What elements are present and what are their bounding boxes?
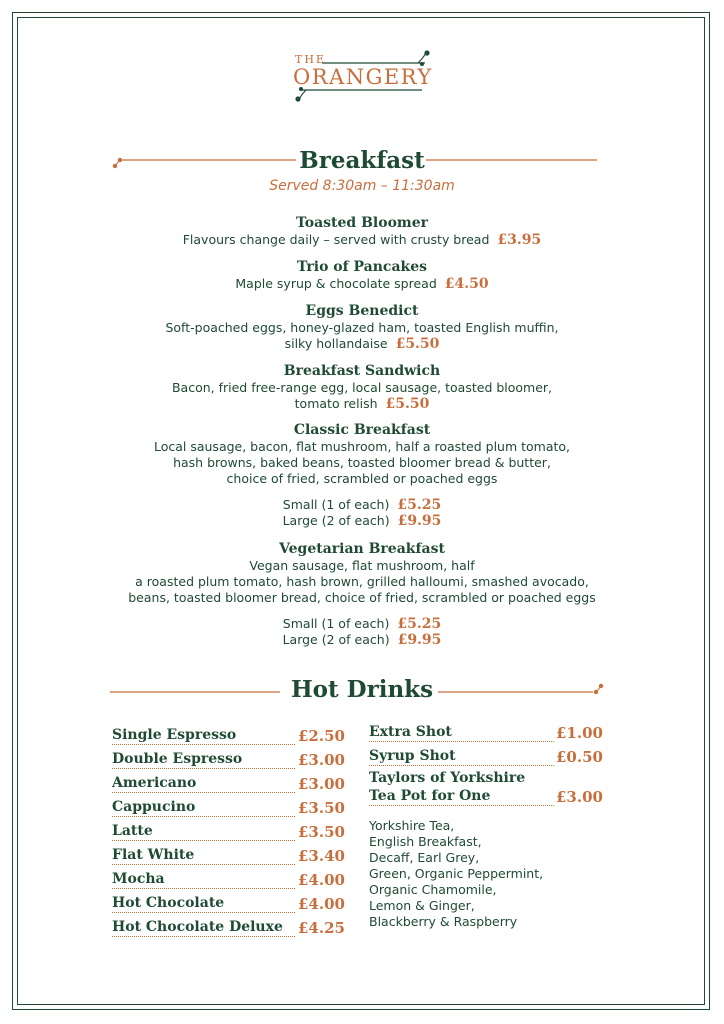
- dotted-leader: [112, 864, 295, 865]
- list-item: [112, 821, 344, 841]
- list-item: Yorkshire Tea,: [369, 818, 455, 833]
- dotted-leader: [112, 840, 295, 841]
- drink-name: Latte: [112, 823, 153, 839]
- drink-name: Hot Chocolate: [112, 895, 225, 911]
- drink-name: Flat White: [112, 847, 195, 863]
- item-desc: beans, toasted bloomer bread, choice of fried, scrambled or poached eggs: [128, 590, 596, 605]
- item-desc: Flavours change daily – served with crusty bread: [182, 232, 490, 247]
- drink-name: Double Espresso: [112, 751, 243, 767]
- option-label: Large (2 of each): [282, 513, 390, 528]
- item-desc: Local sausage, bacon, flat mushroom, half a roasted plum tomato,: [153, 439, 571, 454]
- option-price: £9.95: [397, 632, 442, 648]
- dotted-leader: [112, 816, 295, 817]
- list-item: English Breakfast,: [369, 834, 482, 849]
- dotted-leader: [112, 792, 295, 793]
- item-name: Classic Breakfast: [293, 422, 431, 438]
- option-label: Large (2 of each): [282, 632, 390, 647]
- item-desc: Bacon, fried free-range egg, local sausage, toasted bloomer,: [171, 380, 553, 395]
- list-item: [112, 893, 344, 913]
- option-label: Small (1 of each): [282, 497, 390, 512]
- list-item: [369, 746, 601, 766]
- dotted-leader: [369, 741, 554, 742]
- option-label: Small (1 of each): [282, 616, 390, 631]
- option-price: £5.25: [397, 497, 442, 513]
- drink-name: Extra Shot: [369, 724, 452, 740]
- list-item: [112, 797, 344, 817]
- drink-name: Single Espresso: [112, 727, 237, 743]
- item-desc: Soft-poached eggs, honey-glazed ham, toasted English muffin,: [165, 320, 559, 335]
- served-hours: Served 8:30am – 11:30am: [269, 178, 455, 194]
- drink-price: £0.50: [556, 748, 603, 766]
- item-desc: choice of fried, scrambled or poached eggs: [226, 471, 498, 486]
- list-item: Blackberry & Raspberry: [369, 914, 518, 929]
- option-price: £9.95: [397, 513, 442, 529]
- item-desc: silky hollandaise: [284, 336, 388, 351]
- logo-name-text: ORANGERY: [293, 65, 433, 89]
- drink-price: £3.00: [298, 775, 345, 793]
- menu-item: [0, 363, 724, 412]
- option-price: £5.25: [397, 616, 442, 632]
- list-item: [112, 845, 344, 865]
- menu-item: [0, 259, 724, 292]
- dotted-leader: [369, 765, 554, 766]
- item-price: £3.95: [497, 232, 542, 248]
- item-desc: tomato relish: [294, 396, 378, 411]
- drink-price: £4.00: [298, 895, 345, 913]
- dotted-leader: [112, 744, 295, 745]
- list-item: Lemon & Ginger,: [369, 898, 475, 913]
- list-item: Green, Organic Peppermint,: [369, 866, 544, 881]
- drink-name: Mocha: [112, 871, 165, 887]
- item-name: Breakfast Sandwich: [283, 363, 441, 379]
- drink-name: Hot Chocolate Deluxe: [112, 919, 283, 935]
- dotted-leader: [112, 888, 295, 889]
- list-item: [369, 768, 601, 806]
- item-name: Toasted Bloomer: [295, 215, 429, 231]
- dotted-leader: [112, 912, 295, 913]
- drink-price: £4.25: [298, 919, 345, 937]
- logo-the-text: THE: [295, 53, 326, 66]
- list-item: [112, 869, 344, 889]
- item-price: £4.50: [444, 276, 489, 292]
- list-item: [112, 917, 344, 937]
- drink-name: Tea Pot for One: [369, 788, 491, 804]
- tea-varieties: [369, 818, 543, 930]
- dotted-leader: [112, 936, 295, 937]
- drink-name: Americano: [112, 775, 197, 791]
- drink-price: £3.50: [298, 799, 345, 817]
- menu-item: [0, 303, 724, 352]
- item-name: Eggs Benedict: [305, 303, 419, 319]
- orangery-logo: [290, 48, 435, 106]
- list-item: Decaff, Earl Grey,: [369, 850, 480, 865]
- drink-price: £3.50: [298, 823, 345, 841]
- list-item: Organic Chamomile,: [369, 882, 497, 897]
- drink-price: £1.00: [556, 724, 603, 742]
- drink-name: Syrup Shot: [369, 748, 456, 764]
- list-item: [112, 725, 344, 745]
- list-item: [112, 749, 344, 769]
- item-desc: Vegan sausage, flat mushroom, half: [249, 558, 475, 573]
- breakfast-title: Breakfast: [299, 147, 425, 174]
- dotted-leader: [369, 805, 554, 806]
- list-item: [112, 773, 344, 793]
- item-name: Vegetarian Breakfast: [279, 541, 445, 557]
- drink-price: £2.50: [298, 727, 345, 745]
- drink-price: £3.00: [298, 751, 345, 769]
- menu-item: [0, 541, 724, 648]
- drink-name: Taylors of Yorkshire: [369, 770, 526, 786]
- item-desc: a roasted plum tomato, hash brown, grilled halloumi, smashed avocado,: [135, 574, 589, 589]
- drink-price: £4.00: [298, 871, 345, 889]
- item-price: £5.50: [385, 396, 430, 412]
- item-price: £5.50: [395, 336, 440, 352]
- dotted-leader: [112, 768, 295, 769]
- item-name: Trio of Pancakes: [296, 259, 428, 275]
- drink-price: £3.40: [298, 847, 345, 865]
- drink-price: £3.00: [556, 788, 603, 806]
- menu-item: [0, 422, 724, 529]
- item-desc: Maple syrup & chocolate spread: [235, 276, 437, 291]
- item-desc: hash browns, baked beans, toasted bloomer bread & butter,: [173, 455, 551, 470]
- hot-drinks-title: Hot Drinks: [290, 676, 434, 703]
- menu-item: [0, 215, 724, 248]
- list-item: [369, 722, 601, 742]
- drink-name: Cappucino: [112, 799, 196, 815]
